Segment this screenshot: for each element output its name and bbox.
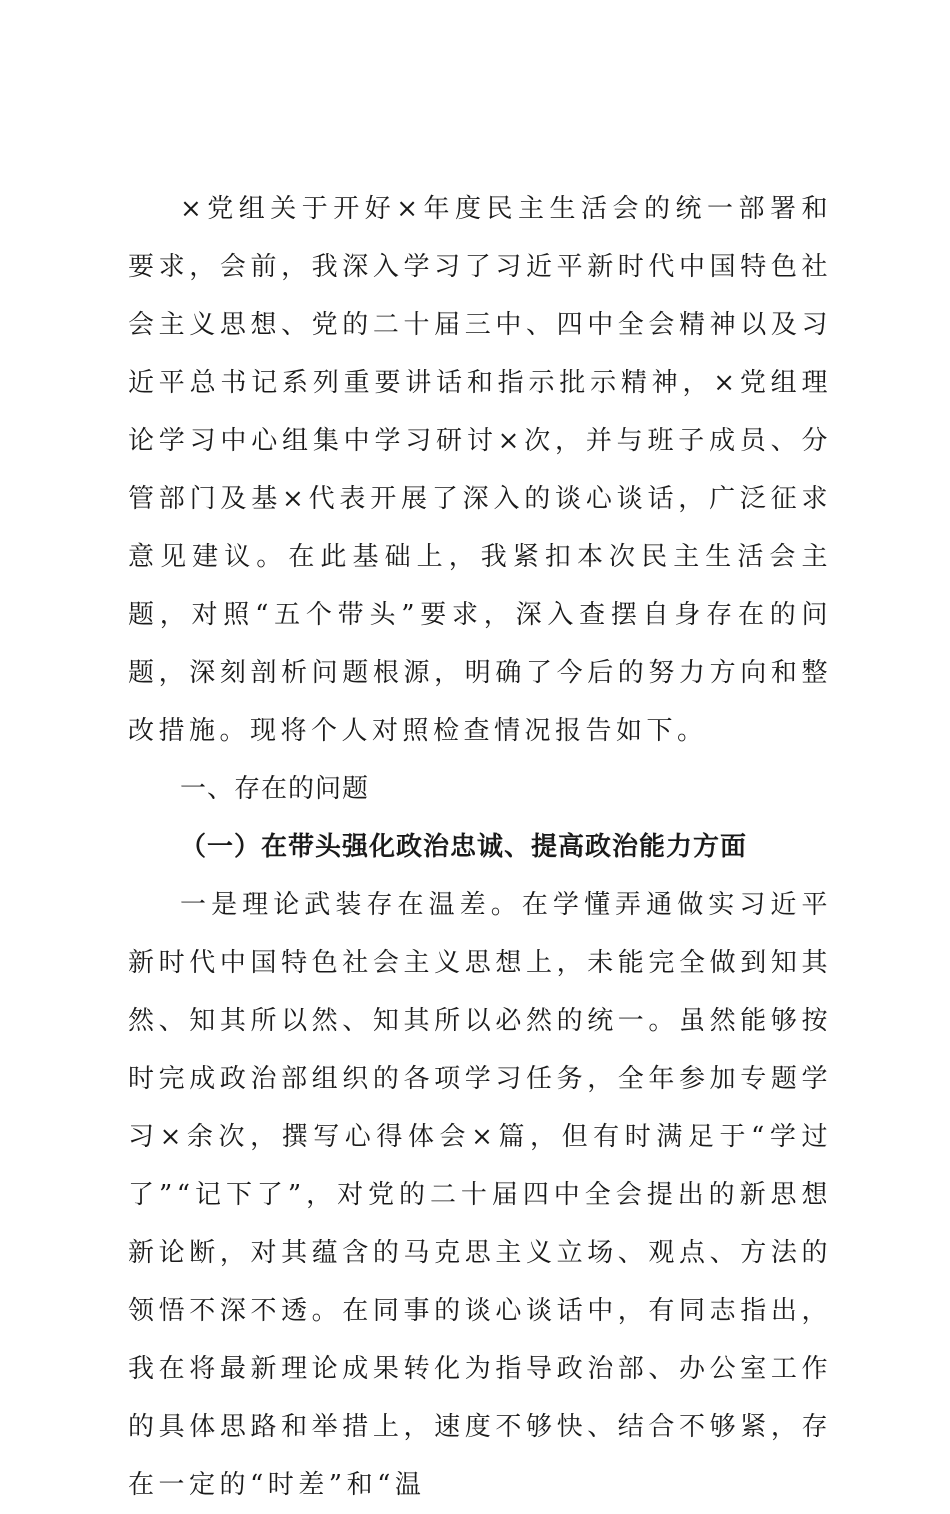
subsection-heading-political-loyalty: （一）在带头强化政治忠诚、提高政治能力方面	[180, 832, 748, 862]
document-page	[128, 180, 832, 1514]
point-1-paragraph: 一是理论武装存在温差。在学懂弄通做实习近平新时代中国特色社会主义思想上，未能完全做到知其然、知其所以然、知其所以必然的统一。虽然能够按时完成政治部组织的各项学习任务，全年参加专题学习×余次，撰写心得体会×篇，但有时满足于“学过了”“记下了”，对党的二十届四中全会提出的新思想新论断，对其蕴含的马克思主义立场、观点、方法的领悟不深不透。在同事的谈心谈话中，有同志指出，我在将最新理论成果转化为指导政治部、办公室工作的具体思路和举措上，速度不够快、结合不够紧，存在一定的“时差”和“温	[128, 890, 832, 1500]
section-heading-problems: 一、存在的问题	[180, 774, 370, 804]
intro-paragraph: ×党组关于开好×年度民主生活会的统一部署和要求，会前，我深入学习了习近平新时代中国特色社会主义思想、党的二十届三中、四中全会精神以及习近平总书记系列重要讲话和指示批示精神，×党组理论学习中心组集中学习研讨×次，并与班子成员、分管部门及基×代表开展了深入的谈心谈话，广泛征求意见建议。在此基础上，我紧扣本次民主生活会主题，对照“五个带头”要求，深入查摆自身存在的问题，深刻剖析问题根源，明确了今后的努力方向和整改措施。现将个人对照检查情况报告如下。	[128, 194, 832, 746]
